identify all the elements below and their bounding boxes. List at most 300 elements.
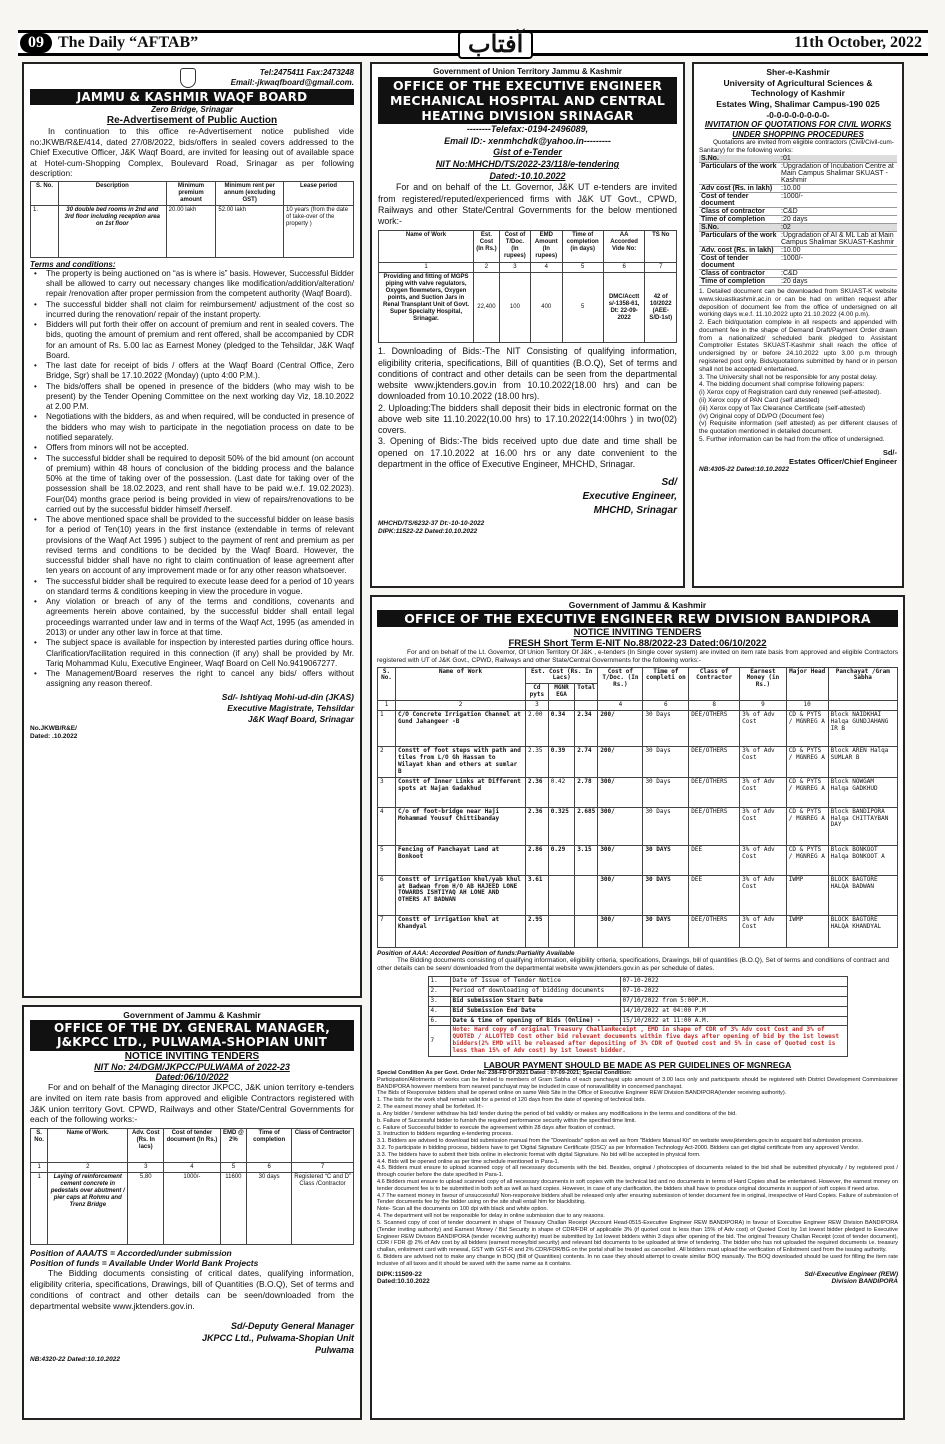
table-cell: 6 — [247, 1163, 292, 1173]
table-header: EMD @ 2% — [220, 1129, 247, 1163]
jkpcc-intro: For and on behalf of the Managing director JKPCC, J&K union territory e-tenders are invited on item rate basis from approved and eligible Contractors registered with J&K union territory Govt. CPWD, Railways and other State/Central Governments for each of the following works:- — [30, 1081, 354, 1125]
table-cell — [548, 875, 574, 915]
table-cell: 3% of Adv Cost — [740, 747, 787, 778]
table-cell: DEE — [689, 845, 740, 875]
page-number: 09 — [20, 33, 52, 53]
table-cell: Block BANDIPORA Halqa CHITTAYBAN DAY — [828, 807, 897, 845]
list-item: 3. Instruction to bidders regarding e-tendering process. — [377, 1131, 513, 1138]
list-item: b. Failure of Successful bidder to furnish the required performance security within the specified time limit. — [377, 1117, 636, 1124]
downloading-clause: 1. Downloading of Bids:-The NIT Consisting of qualifying information, eligibility criteria, specifications, Bill of quantities (B.O.Q), Set of terms and conditions of contract and other details can be seen from the departmental website www.jktenders.gov.in from 10.10.2022(18.00 hrs) and can be downloaded from 10.10.2022 (18.00 hrs). — [378, 346, 677, 402]
table-cell: 1000/- — [164, 1173, 220, 1245]
table-cell — [548, 915, 574, 947]
list-item: • Offers from minors will not be accepted. — [30, 443, 354, 453]
table-cell: 2 — [396, 701, 526, 711]
table-cell: :10.00 — [779, 246, 897, 254]
list-item: 4. The bidding document shall comprise following papers: — [699, 381, 865, 389]
table-cell: 07/10/2022 from 5:00P.M. — [620, 996, 847, 1006]
table-cell: 2.95 — [526, 915, 549, 947]
table-cell: Adv cost (Rs. in lakh) — [699, 184, 779, 192]
list-item: • Any violation or breach of any of the terms and conditions, covenants and agreements herein above contained, by the successful bidder shall entail legal proceedings warranted under law and in terms of the Waqf Act, 1995 (as amended in 2013) or under any other law in force at that time. — [30, 597, 354, 638]
list-item: (v) Requisite information (self attested) as per different clauses of the quotation mentioned in detailed document. — [699, 420, 897, 436]
position-of-funds: Position of funds = Available Under World Bank Projects — [30, 1258, 259, 1269]
table-cell: 3% of Adv Cost — [740, 845, 787, 875]
table-cell: 8 — [689, 701, 740, 711]
waqf-title: JAMMU & KASHMIR WAQF BOARD — [30, 89, 354, 105]
table-cell: DEE/OTHERS — [689, 711, 740, 747]
table-cell — [575, 701, 598, 711]
signatory-name: Sd/-Deputy General Manager — [230, 1320, 354, 1331]
list-item: c. Failure of Successful bidder to execute the agreement within 28 days after fixation of contract. — [377, 1124, 616, 1131]
list-item: 5. Further information can be had from the office of undersigned. — [699, 436, 885, 444]
list-item: 2. The earnest money shall be forfeited. If:- — [377, 1104, 484, 1111]
skuast-signature — [699, 448, 897, 466]
list-item: Note- Scan all the documents on 100 dpi with black and white option. — [377, 1206, 549, 1213]
table-cell: Particulars of the work — [699, 231, 779, 246]
table-cell: 10 years (from the date of take-over of the property ) — [284, 205, 354, 257]
table-cell: Constt of irrigation khul at Khandyal — [396, 915, 526, 947]
table-header: Cost of T/Doc. (In rupees) — [499, 231, 530, 263]
skuast-title: INVITATION OF QUOTATIONS FOR CIVIL WORKS UNDER SHOPPING PROCEDURES — [704, 120, 892, 139]
ref-number: MHCHD/TS/6232-37 Dt:-10-10-2022 — [378, 520, 485, 528]
signatory-name: Sd/-Executive Engineer (REW) — [804, 1270, 898, 1278]
list-item: 4.7 The earnest money in favour of unsuccessful/ Non-responsive bidders shall be released only after ensuring submission of tender document fee in original, irrespective of Hard Copies. Failure of submission of Tender documents fee by the bidder using on the site shall entail him for blacklisting. — [377, 1192, 899, 1206]
table-cell: 5 — [562, 273, 603, 343]
list-item: (ii) Xerox copy of PAN Card (self attested) — [699, 397, 820, 405]
terms-list — [30, 269, 354, 690]
table-cell: 2.74 — [575, 747, 598, 778]
issue-date: 11th October, 2022 — [794, 34, 922, 51]
table-header: Description — [59, 182, 167, 206]
table-cell: Cost of tender document — [699, 254, 779, 269]
ref-date: Dated: .10.2022 — [30, 732, 78, 740]
table-row — [378, 711, 898, 747]
signatory-office: MHCHD, Srinagar — [593, 505, 677, 517]
table-cell: :C&D — [779, 269, 897, 277]
mhchd-signature — [378, 476, 677, 518]
jkpcc-signature — [30, 1320, 354, 1356]
labour-payment-heading: LABOUR PAYMENT SHOULD BE MADE AS PER GUIDELINES OF MGNREGA — [483, 1060, 792, 1071]
table-cell: CD & PYTS / MGNREG A — [786, 747, 828, 778]
table-cell: 100 — [499, 273, 530, 343]
divider: -0-0-0-0-0-0-0-0- — [766, 109, 830, 120]
table-cell: Cost of tender document — [699, 192, 779, 207]
table-cell: 3. — [428, 996, 450, 1006]
table-header: Major Head — [786, 667, 828, 701]
table-cell: 30 DAYS — [643, 915, 689, 947]
table-cell: 200/ — [598, 711, 643, 747]
table-cell: DEE/OTHERS — [689, 747, 740, 778]
rew-conditions — [377, 1070, 898, 1268]
table-cell: C/o of foot-bridge near Haji Mohammad Yousuf Chittibanday — [396, 807, 526, 845]
list-item: • The successful bidder shall be required to deposit 50% of the bid amount (on account of premium) within 48 hours of conclusion of the bidding process and the balance 50% at the time of taking over of the possession. (Last date for taking over of the possession shall be 18.02.2023, and rent shall have to be paid w.e.f. 19.02.2023). Four(04) months grace period is being provided in view of repairs/renovations to be carried out by the successful bidder himself /herself. — [30, 454, 354, 516]
table-header: Panchayat /Gram Sabha — [828, 667, 897, 701]
table-header: Time of completion — [247, 1129, 292, 1163]
table-cell: 2.685 — [575, 807, 598, 845]
table-header: Name of Work. — [48, 1129, 128, 1163]
table-cell: 30 Days — [643, 747, 689, 778]
list-item: 6. Bidders are advised not to make any change in BOQ (Bill of Quantities) contents. In no case they should attempt to create similar BOQ manually. The BOQ downloaded should be used for filling the item rate inclusive of all taxes and it should be saved with the same name as it contains. — [377, 1253, 898, 1267]
university-name-2: University of Agricultural Sciences & — [723, 77, 873, 88]
signatory-office: Division BANDIPORA — [831, 1278, 898, 1286]
table-cell: 30 Days — [643, 807, 689, 845]
table-cell: 4 — [164, 1163, 220, 1173]
table-cell: :20 days — [779, 277, 897, 285]
table-cell: :02 — [779, 224, 897, 232]
table-cell: CD & PYTS / MGNREG A — [786, 777, 828, 807]
table-cell: 2 — [474, 263, 500, 273]
table-cell: BLOCK BAGTORE HALQA KHANDYAL — [828, 915, 897, 947]
list-item: • The successful bidder shall not claim for reimbursement/ adjustment of the cost so incurred during the renovation/ repair of the instant property. — [30, 300, 354, 321]
table-header: Class of Contractor — [689, 667, 740, 701]
telefax: --------Telefax:-0194-2496089, — [466, 124, 589, 134]
list-item: The Bids of Responsive bidders shall be opened online on same Web Site in the Office of Executive Engineer REW Division BANDIPORA(tender receiving authority). — [377, 1090, 787, 1097]
gov-line: Government of Union Territory Jammu & Kashmir — [433, 67, 622, 76]
table-cell: 4. — [428, 1006, 450, 1016]
table-cell: 3% of Adv Cost — [740, 711, 787, 747]
table-cell: Constt of irrigation khul/yab khul at Badwan from H/O AB HAJEED LONE TOWARDS ISHTIYAQ AH LONE AND OTHERS AT BADWAN — [396, 875, 526, 915]
mhchd-table — [378, 230, 677, 343]
table-header: Total — [575, 684, 598, 701]
newspaper-name: The Daily “AFTAB” — [58, 34, 199, 51]
list-item: 3. The University shall not be responsible for any postal delay. — [699, 373, 878, 381]
table-cell: Time of completion — [699, 215, 779, 223]
list-item: (iii) Xerox copy of Tax Clearance Certificate (self-attested) — [699, 404, 866, 412]
table-cell: :Upgradation of Incubation Centre at Main Campus Shalimar SKUAST -Kashmir — [779, 162, 897, 184]
table-cell: Period of downloading of bidding documents — [450, 986, 620, 996]
signatory-name: Sd/- — [882, 447, 897, 457]
list-item: 1. Detailed document can be downloaded from SKUAST-K website www.skuastkashmir.ac.in or can be had on written request after deposition of document fee from the office of undersigned on all working days w.e.f. 11.10.2022 upto 21.10.2022 (4.00 p.m). — [699, 287, 897, 319]
table-header: Earnest Money (in Rs.) — [740, 667, 787, 701]
table-cell: 5 — [220, 1163, 247, 1173]
table-cell: 300/ — [598, 807, 643, 845]
table-header: Cd pyts — [526, 684, 549, 701]
gov-line: Government of Jammu & Kashmir — [568, 600, 707, 610]
list-item: • The successful bidder shall be required to execute lease deed for a period of 10 years on standard terms & conditions keeping in view the procedure in vogue. — [30, 577, 354, 598]
nit-number: NIT No: 24/DGM/JKPCC/PULWAMA of 2022-23 — [94, 1061, 290, 1072]
table-header: Minimum premium amount — [166, 182, 216, 206]
table-cell: DEE/OTHERS — [689, 777, 740, 807]
table-cell: 3% of Adv Cost — [740, 915, 787, 947]
table-cell: Bid submission Start Date — [450, 996, 620, 1006]
position-of-aaa: Position of AAA: Accorded Position of funds:Partiality Available — [377, 949, 575, 957]
ref-number: No.JKWB/R&E/ — [30, 724, 77, 732]
skuast-intro: Quotations are invited from eligible contractors (Civil/Civil-cum-Sanitary) for the following works: — [699, 139, 894, 155]
signatory-name: Sd/- Ishtiyaq Mohi-ud-din (JKAS) — [221, 691, 354, 702]
waqf-contact-email: Email:-jkwaqfboard@gmail.com. — [230, 78, 354, 87]
list-item: 2. Each bid/quotation complete in all respects and appended with document fee in the shape of Demand Draft/Payment Order drawn from a nationalized/ scheduled bank pledged to Assistant Comptroller Estates SKUAST-Kashmir shall reach the office of undersigned by or before 24.10.2022 upto 3.00 p.m through registered post only. Bids/quotations submitted by hand or in person shall not be accepted/ entertained. — [699, 319, 897, 373]
table-cell: S.No. — [699, 224, 779, 232]
list-item: • The subject space is available for inspection by interested parties during office hours. Clarification/facilitation required in this connection (if any) shall be provided by Mr. Tariq Mohammad Kulu, Executive Engineer, Waqf Board on Cell No.9419067277. — [30, 638, 354, 669]
table-cell: 4 — [530, 263, 562, 273]
table-cell: 5.80 — [128, 1173, 164, 1245]
signatory-title: Executive Engineer, — [582, 491, 677, 503]
table-cell: 30 Days — [643, 711, 689, 747]
table-cell: CD & PYTS / MGNREG A — [786, 711, 828, 747]
table-cell: :C&D — [779, 207, 897, 215]
table-header: Time of completi on — [643, 667, 689, 701]
ref-number: NB:4305-22 Dated:10.10.2022 — [699, 465, 789, 473]
table-header: EMD Amount (In rupees) — [530, 231, 562, 263]
table-cell: DEE — [689, 875, 740, 915]
list-item: 4. The department will not be responsible for delay in online submission due to any reasons. — [377, 1213, 605, 1220]
table-header: MGNR EGA — [548, 684, 574, 701]
table-cell: 30 DAYS — [643, 875, 689, 915]
list-item: • The property is being auctioned on “as is where is” basis. However, Successful Bidder shall be allowed to carry out necessary changes like modification/addition/alteration/ repair /renovation after proper permission from the competent authority (Waqf Board). — [30, 269, 354, 300]
table-cell: 30 days — [247, 1173, 292, 1245]
table-cell: 1. — [31, 205, 59, 257]
rew-intro: For and on behalf of the Lt. Governor, Of Union Territory Of J&K , e-tenders (In Single cover system) are invited on item rate basis from approved and eligible Contractors registered with UT of J&K Govt., CPWD, Railways and other State/Central Governments for the following works:- — [377, 649, 898, 664]
ref-date: DIPK:11522-22 Dated:10.10.2022 — [378, 527, 478, 535]
table-cell: DMC/Acctt s/-1358-61, Dt: 22-09-2022 — [603, 273, 645, 343]
table-cell: 1 — [378, 711, 396, 747]
table-cell: 2.00 — [526, 711, 549, 747]
rew-works-table — [377, 667, 898, 948]
nit-number: NIT No:MHCHD/TS/2022-23/118/e-tendering — [435, 159, 620, 170]
table-cell: CD & PYTS / MGNREG A — [786, 807, 828, 845]
table-header: Class of Contractor — [292, 1129, 354, 1163]
list-item: • The Management/Board reserves the right to cancel any bids/ offers without assigning any reason thereof. — [30, 669, 354, 690]
table-cell: 07-10-2022 — [620, 986, 847, 996]
list-item: • Bidders will put forth their offer on account of premium and rent in sealed covers. The bids, quoting the amount of premium and rent offered, shall be accompanied by CDR for an amount of Rs. 5.00 lac as Earnest Money (pledged to the Tehsildar, J&K Waqf Board. — [30, 320, 354, 361]
terms-title: Terms and conditions: — [30, 259, 116, 269]
signatory-title: JKPCC Ltd., Pulwama-Shopian Unit — [201, 1332, 354, 1343]
table-cell: Constt of Inner Links at Different spots at Najan Gadakhud — [396, 777, 526, 807]
table-cell: :1000/- — [779, 192, 897, 207]
list-item: • The bids/offers shall be opened in presence of the bidders (who may wish to be present) by the Tender Opening Committee on the next working day Viz, 18.10.2022 at 2.00 P.M. — [30, 382, 354, 413]
newspaper-logo: آفتاب — [458, 31, 533, 59]
table-cell: Date & time of opening of Bids (Online) - — [450, 1016, 620, 1026]
bidding-documents: The Bidding documents consisting of qualifying information, eligibility criteria, specifications, Drawings, bill of quantities (B.O.Q), Set of terms and conditions of contract and other details can be seen/ downloaded from the departmental website www.jktenders.gov.in as per schedule of dates. — [377, 957, 890, 973]
opening-clause: 3. Opening of Bids:-The bids received upto due date and time shall be opened on 17.10.2022 at 16.00 hrs or any date convenient to the department in the office of Executive Engineer, MHCHD, Srinagar. — [378, 436, 677, 469]
table-cell: 3% of Adv Cost — [740, 875, 787, 915]
table-cell: 5 — [562, 263, 603, 273]
waqf-intro: In continuation to this office re-Advertisement notice published vide no:JKWB/R&E/414, dated 27/08/2022, bids/offers in sealed covers addressed to the Chief Executive Officer, J&K Waqf Board, are invited for leasing out of available space at Hotel-cum-Shopping Complex, Boulevard Road, Srinagar as per following description: — [30, 126, 354, 179]
table-cell: 2.36 — [526, 807, 549, 845]
table-cell: :1000/- — [779, 254, 897, 269]
table-cell: 400 — [530, 273, 562, 343]
table-cell: 30 Days — [643, 777, 689, 807]
table-cell: DEE/OTHERS — [689, 807, 740, 845]
table-cell: C/O Concrete Irrigation Channel at Gund Jahangeer -B — [396, 711, 526, 747]
table-cell: Date of Issue of Tender Notice — [450, 977, 620, 987]
waqf-contact-phone: Tel:2475411 Fax:2473248 — [259, 68, 354, 77]
mhchd-intro: For and on behalf of the Lt. Governor, J&K UT e-tenders are invited from registered/reputed/experienced firms with J&K UT Govt., CPWD, Railways and other State/Central Governments for the below mentioned work:- — [378, 182, 677, 227]
list-item: 5. Scanned copy of cost of tender document in shape of Treasury Challan Receipt (Account Head-0515-Executive Engineer REW BANDIPORA) in favour of Executive Engineer REW Division BANDIPORA (Tender inviting authority) and Earnest Money / Bid Security in shape of CDR/FDR of applicable 3% (if quoted cost is less than 15% of Adv cost) of Quoted Cost by 1st lowest bidder pledged to Executive Engineer REW Division BANDIPORA (tender receiving authority) must be submitted by 1st lowest bidders within 3 days after opening of the bid. The original Treasury Challan Receipt (cost of tender document), CDR / FDR @ 2% of Adv cost by all bidders (earnest money/bid security) and relevant bid documents to be uploaded at time of tendering. The bidder who has not uploaded the required documents i.e. treasury challan, enlistment card with renewal, GST with GST-R and 2% CDR/FDR/BG on the portal shall be treated as cancelled . All bidders must upload the verification of Enlistment card from the issuing authority. — [377, 1219, 898, 1254]
table-cell: 1 — [379, 263, 474, 273]
email: Email ID:- xenmhchdk@yahoo.in--------- — [444, 135, 611, 146]
table-cell: DEE/OTHERS — [689, 915, 740, 947]
table-cell: Providing and fitting of MGPS piping with valve regulators, Oxygen flowmeters, Oxygen points, and Suction Jars in Renal Transplant Unit of Govt. Super Specialty Hospital, Srinagar. — [379, 273, 474, 343]
table-cell: 10 — [786, 701, 828, 711]
table-cell: 1. — [428, 977, 450, 987]
table-cell: 52.00 lakh — [216, 205, 284, 257]
waqf-heading: Re-Advertisement of Public Auction — [106, 115, 278, 126]
table-header: Adv. Cost (Rs. In lacs) — [128, 1129, 164, 1163]
list-item: (i) Xerox copy of Registration card duly renewed (self-attested). — [699, 389, 882, 397]
table-cell: 7 — [292, 1163, 354, 1173]
table-cell: Adv. cost (Rs. in lakh) — [699, 246, 779, 254]
jkpcc-ad — [22, 1005, 362, 1420]
table-cell: 3% of Adv Cost — [740, 777, 787, 807]
table-cell: Time of completion — [699, 277, 779, 285]
ref-date: Dated:10.10.2022 — [377, 1278, 430, 1286]
table-cell: 07-10-2022 — [620, 977, 847, 987]
list-item: (iv) Original copy of DD/PO (Document fee) — [699, 412, 824, 420]
rew-ad — [370, 595, 905, 1420]
table-row — [378, 747, 898, 778]
table-cell: 6 — [643, 701, 689, 711]
jkpcc-title: OFFICE OF THE DY. GENERAL MANAGER, J&KPCC LTD., PULWAMA-SHOPIAN UNIT — [30, 1020, 354, 1051]
table-header: Minimum rent per annum (excluding GST) — [216, 182, 284, 206]
table-header: Name of Work — [379, 231, 474, 263]
table-row — [378, 875, 898, 915]
table-cell: 7 — [645, 263, 677, 273]
table-cell: 0.39 — [548, 747, 574, 778]
table-cell: 6 — [603, 263, 645, 273]
table-cell: 6 — [378, 875, 396, 915]
table-cell — [575, 875, 598, 915]
table-cell: IWMP — [786, 915, 828, 947]
table-cell: 22,400 — [474, 273, 500, 343]
table-header: Est. Cost (Rs. In Lacs) — [526, 667, 598, 684]
nit-date: Dated:-10.10.2022 — [489, 170, 566, 181]
table-cell — [575, 915, 598, 947]
mhchd-ad — [370, 62, 685, 588]
list-item: • The last date for receipt of bids / offers at the Waqf Board (Central Office, Zero Bridge, Sgr) shall be 17.10.2022 (Monday) (upto 4:00 P.M.). — [30, 361, 354, 382]
table-cell: 1 — [31, 1163, 48, 1173]
table-cell — [548, 701, 574, 711]
ref-number: NB:4320-22 Dated:10.10.2022 — [30, 1356, 120, 1364]
nit-date: Dated:06/10/2022 — [155, 1071, 229, 1082]
table-cell: Class of contractor — [699, 207, 779, 215]
list-item: 4.6 Bidders must ensure to upload scanned copy of all necessary documents in soft copies with the technical bid and no documents in terms of Hard Copies shall be entertained. However, the earnest money on tender document fee is to be submitted in both soft as well as hard copies. However, in case of any clarification, the bidders shall have to produce original documents in support of soft copies if need arise. — [377, 1179, 898, 1192]
table-cell: 0.29 — [548, 845, 574, 875]
table-cell: 2 — [48, 1163, 128, 1173]
table-cell: 300/ — [598, 915, 643, 947]
waqf-board-ad — [22, 62, 362, 998]
table-cell: Class of contractor — [699, 269, 779, 277]
table-row — [378, 777, 898, 807]
table-header: Name of Work — [396, 667, 526, 701]
state-emblem-icon — [180, 68, 196, 88]
nit-heading: NOTICE INVITING TENDERS — [573, 627, 702, 638]
table-cell: 2.86 — [526, 845, 549, 875]
table-cell: 0.325 — [548, 807, 574, 845]
nit-number: FRESH Short Term E-NIT No.88/2022-23 Dated:06/10/2022 — [508, 638, 767, 649]
hard-copy-note: Note: Hard copy of original Treasury ChallanReceipt , EMD in shape of CDR of 3% Adv cost Cost and 3% of QUOTED / ALLOTTED Cost other bid relevant documents within five days after opening of bid by the 1st lowest bidders(2% EMD will be released after depositing of 3% CDR of Quoted cost and 5% in case of Quoted cost is less than 15% of Adv cost) by 1st lowest bidder. — [450, 1026, 847, 1057]
list-item: 4.5. Bidders must ensure to upload scanned copy of all necessary documents with the bid. Besides, original / photocopies of documents related to the bid shall be submitted physically / by registered post / through courier before the date specified in Para-1. — [377, 1165, 898, 1179]
table-cell: :10.00 — [779, 184, 897, 192]
list-item: 3.2. To participate in bidding process, bidders have to get 'Digital Signature Certificate (DSC)' as per Information Technology Act-2000. Bidders can get digital certificate from any approved Vendor. — [377, 1144, 860, 1151]
signatory-title: Estates Officer/Chief Engineer — [789, 456, 897, 466]
table-cell: 2.36 — [526, 777, 549, 807]
signatory-office: Pulwama — [314, 1344, 354, 1355]
gist-heading: Gist of e-Tender — [493, 147, 562, 158]
signatory-name: Sd/ — [661, 477, 677, 489]
list-item: • The above mentioned space shall be provided to the successful bidder on lease basis for a period of Ten(10) years in the first instance (extendable in terms of relevant provisions of the Waqf Act 1995 ) subject to the payment of rent and premium as per revised terms and conditions to be decided by the Waqf Board. However, the successful bidder shall have no right to claim continuation of lease agreement after ten years on account of any improvement made or for any other reason whatsoever. — [30, 515, 354, 577]
table-cell: 300/ — [598, 875, 643, 915]
table-cell: Registered “C and D” Class /Contractor — [292, 1173, 354, 1245]
schedule-table: 1. Date of Issue of Tender Notice 07-10-2022 2. Period of downloading of bidding documents 07-10-2022 3. Bid submission Start Date 07/10/2022 from 5:00P.M. 4. Bid Submission End Date 14/10/2022 at 04:00 P.M 6. Date & time of opening of Bids (Online) - 15/10/2022 at 11:00 A.M. 7 Note: Hard copy of original Treasury ChallanReceipt , EMD in shape of CDR of 3% Adv cost Cost and 3% of QUOTED / ALLOTTED Cost other bid relevant documents within five days after opening of bid by the 1st lowest bidders(2% EMD will be released after depositing of 3% CDR of Quoted cost and 5% in case of Quoted cost is less than 15% of Adv cost) by 1st lowest bidder. — [428, 976, 848, 1057]
list-item: 4.4. Bids will be opened online as per time schedule mentioned in Para-1. — [377, 1158, 560, 1165]
nit-heading: NOTICE INVITING TENDERS — [124, 1050, 260, 1062]
work-2-table — [699, 224, 897, 286]
table-cell: 1 — [31, 1173, 48, 1245]
table-cell: Constt of foot steps with path and tiles from L/O Gh Hassan to Wilayat khan and others at sumlar B — [396, 747, 526, 778]
table-cell: :Upgradation of AI & ML Lab at Main Campus Shalimar SKUAST-Kashmir — [779, 231, 897, 246]
table-cell: 2 — [378, 747, 396, 778]
jkpcc-body: The Bidding documents consisting of critical dates, qualifying information, eligibility criteria, specifications, Drawings, bill of Quantities (B.O.Q), Set of terms and conditions of contract and other details can be seen/downloaded from the departmental website www.jktenders.gov.in. — [30, 1268, 354, 1311]
table-header: AA Accorded Vide No: — [603, 231, 645, 263]
table-cell: Block AREN Halqa SUMLAR B — [828, 747, 897, 778]
estates-wing: Estates Wing, Shalimar Campus-190 025 — [716, 98, 880, 109]
mhchd-title: OFFICE OF THE EXECUTIVE ENGINEER MECHANICAL HOSPITAL AND CENTRAL HEATING DIVISION SRINAGAR — [378, 77, 677, 124]
table-cell: 15/10/2022 at 11:00 A.M. — [620, 1016, 847, 1026]
table-header: S. No. — [31, 1129, 48, 1163]
uploading-clause: 2. Uploading:The bidders shall deposit their bids in electronic format on the above web site 11.10.2022(10.00 hrs) to 17.10.2022(14:00hrs ) in two(02) covers. — [378, 402, 677, 436]
table-cell: 3 — [128, 1163, 164, 1173]
masthead — [18, 30, 928, 56]
table-cell: 3.61 — [526, 875, 549, 915]
table-cell: 4 — [598, 701, 643, 711]
gov-line: Government of Jammu & Kashmir — [123, 1010, 261, 1020]
waqf-subtitle: Zero Bridge, Srinagar — [151, 105, 233, 114]
rew-title: OFFICE OF THE EXECUTIVE ENGINEER REW DIVISION BANDIPORA — [377, 610, 898, 627]
table-cell: 2.35 — [526, 747, 549, 778]
table-cell: Laying of reinforcement cement concrete in pedestals over abutment / pier caps at Rohmu and Trenz Bridge — [48, 1173, 128, 1245]
list-item: 3.3. The bidders have to submit their bids online in electronic format with digital Signature. No bid will be accepted in physical form. — [377, 1151, 701, 1158]
table-cell: 2. — [428, 986, 450, 996]
table-cell: Particulars of the work — [699, 162, 779, 184]
table-cell: 6. — [428, 1016, 450, 1026]
table-cell: Block NAIDKHAI Halqa GUNDJAHANG IR B — [828, 711, 897, 747]
table-header: TS No — [645, 231, 677, 263]
position-of-aaa: Position of AAA/TS = Accorded/under submission — [30, 1248, 232, 1259]
table-cell: :01 — [779, 155, 897, 163]
table-cell: Fencing of Panchayat Land at Bonkoot — [396, 845, 526, 875]
table-cell: 7 — [378, 915, 396, 947]
special-condition: Special Condition As per Govt. Order No: 238-FD Of 2021 Dated : 07-09-2021; Special Condition: — [377, 1070, 632, 1077]
work-1-table — [699, 155, 897, 224]
table-cell: 0.42 — [548, 777, 574, 807]
signatory-title: Executive Magistrate, Tehsildar — [227, 702, 354, 713]
table-header: Lease period — [284, 182, 354, 206]
table-cell: Block BONKOOT Halqa BONKOOT A — [828, 845, 897, 875]
table-cell: IWMP — [786, 875, 828, 915]
list-item: • Negotiations with the bidders, as and when required, will be conducted in presence of the bidders who may wish to participate in the negotiation process on date to be notified separately. — [30, 412, 354, 443]
ref-number: DIPK:11509-22 — [377, 1270, 422, 1278]
table-cell: 14/10/2022 at 04:00 P.M — [620, 1006, 847, 1016]
table-row — [378, 807, 898, 845]
waqf-table — [30, 181, 354, 258]
table-cell: 30 double bed rooms in 2nd and 3rd floor including reception area on 1st floor — [59, 205, 167, 257]
list-item: a. Any bidder / tenderer withdraw his bid/ tender during the period of bid validity or makes any modifications in the terms and conditions of the bid. — [377, 1110, 737, 1117]
table-cell: Block NOWGAM Halqa GADKHUD — [828, 777, 897, 807]
table-cell: 1 — [378, 701, 396, 711]
table-cell: 3 — [526, 701, 549, 711]
table-cell: CD & PYTS / MGNREG A — [786, 845, 828, 875]
table-header: Cost of tender document (In Rs.) — [164, 1129, 220, 1163]
table-cell: 2.78 — [575, 777, 598, 807]
table-row — [378, 845, 898, 875]
table-cell: 3 — [378, 777, 396, 807]
table-cell: 3% of Adv Cost — [740, 807, 787, 845]
table-cell: Bid Submission End Date — [450, 1006, 620, 1016]
table-header: S. No. — [31, 182, 59, 206]
list-item: 3.1. Bidders are advised to download bid submission manual from the "Downloads" option as well as from "Bidders Manual Kit" on website www.jktenders.gov.in to acquaint bid submission process. — [377, 1138, 864, 1145]
table-cell: 300/ — [598, 777, 643, 807]
table-cell: :20 days — [779, 215, 897, 223]
